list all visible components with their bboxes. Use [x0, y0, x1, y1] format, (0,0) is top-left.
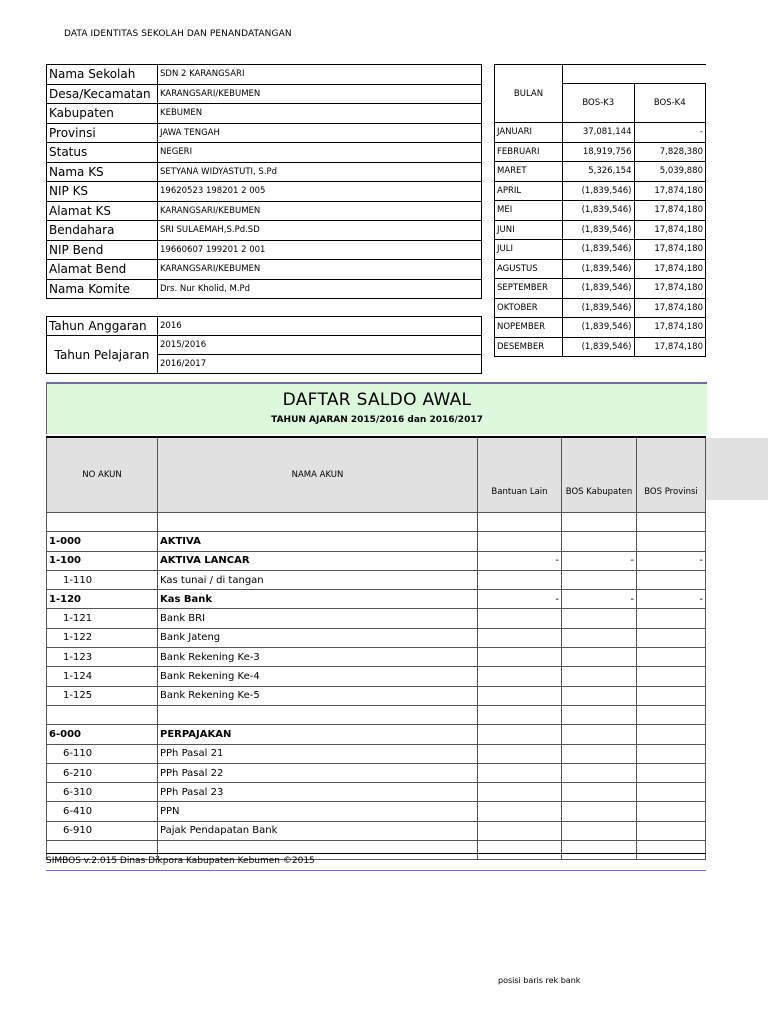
bos-k4-value[interactable]: 17,874,180 [634, 259, 706, 279]
account-number: 1-122 [47, 628, 158, 647]
bantuan-lain-value[interactable] [478, 802, 562, 821]
identity-row [47, 84, 482, 104]
saldo-row [47, 725, 706, 744]
bos-k4-value[interactable]: 17,874,180 [634, 240, 706, 260]
identity-value[interactable]: KARANGSARI/KEBUMEN [158, 260, 482, 280]
month-name: OKTOBER [495, 298, 563, 318]
bos-provinsi-value[interactable] [637, 686, 706, 705]
identity-label: Alamat Bend [47, 260, 158, 280]
account-name: PPh Pasal 23 [158, 783, 478, 802]
tahun-pelajaran-value-2[interactable]: 2016/2017 [158, 355, 482, 374]
account-number: 1-124 [47, 667, 158, 686]
identity-value[interactable]: 19620523 198201 2 005 [158, 182, 482, 202]
bos-provinsi-value[interactable] [637, 802, 706, 821]
bos-kabupaten-value[interactable] [562, 744, 637, 763]
account-number: 6-910 [47, 821, 158, 840]
bantuan-lain-value[interactable] [478, 821, 562, 840]
tahun-pelajaran-label: Tahun Pelajaran [47, 336, 158, 374]
bos-kabupaten-value[interactable] [562, 763, 637, 782]
month-name: NOPEMBER [495, 318, 563, 338]
bos-k4-value[interactable]: 17,874,180 [634, 298, 706, 318]
account-number: 1-125 [47, 686, 158, 705]
bantuan-lain-value[interactable]: - [478, 590, 562, 609]
bos-k4-value[interactable]: 17,874,180 [634, 201, 706, 221]
bos-kabupaten-value[interactable] [562, 513, 637, 532]
account-name [158, 513, 478, 532]
identity-row [47, 123, 482, 143]
months-table [494, 64, 706, 357]
bos-kabupaten-value[interactable]: - [562, 551, 637, 570]
account-name: Kas Bank [158, 590, 478, 609]
bos-kabupaten-value[interactable] [562, 570, 637, 589]
saldo-title: DAFTAR SALDO AWAL [282, 390, 472, 410]
bos-provinsi-value[interactable] [637, 532, 706, 551]
bantuan-lain-value[interactable]: - [478, 551, 562, 570]
month-row [495, 201, 706, 221]
no-akun-header: NO AKUN [47, 437, 158, 513]
account-number: 6-410 [47, 802, 158, 821]
saldo-row [47, 513, 706, 532]
month-name: JUNI [495, 220, 563, 240]
month-row [495, 259, 706, 279]
month-name: DESEMBER [495, 337, 563, 357]
bantuan-lain-value[interactable] [478, 628, 562, 647]
account-number: 1-000 [47, 532, 158, 551]
account-number [47, 513, 158, 532]
bos-kabupaten-value[interactable] [562, 648, 637, 667]
bos-kabupaten-value[interactable]: - [562, 590, 637, 609]
saldo-row [47, 686, 706, 705]
bos-kabupaten-value[interactable] [562, 821, 637, 840]
bantuan-lain-value[interactable] [478, 783, 562, 802]
bos-k3-value[interactable]: (1,839,546) [563, 337, 635, 357]
months-header-row [495, 65, 706, 84]
bos-k4-value[interactable]: 17,874,180 [634, 337, 706, 357]
account-number: 1-110 [47, 570, 158, 589]
identity-label: Nama KS [47, 162, 158, 182]
month-name: APRIL [495, 181, 563, 201]
identity-row [47, 240, 482, 260]
bos-k3-value[interactable]: (1,839,546) [563, 201, 635, 221]
account-name: Bank BRI [158, 609, 478, 628]
bos-provinsi-value[interactable] [637, 705, 706, 724]
bos-provinsi-value[interactable]: - [637, 551, 706, 570]
bos-provinsi-value[interactable] [637, 667, 706, 686]
bos-k3-value[interactable]: 5,326,154 [563, 162, 635, 182]
saldo-row [47, 570, 706, 589]
account-name: PPh Pasal 21 [158, 744, 478, 763]
saldo-row [47, 667, 706, 686]
account-name: Bank Jateng [158, 628, 478, 647]
bos-group-header [563, 65, 706, 84]
bantuan-lain-value[interactable] [478, 609, 562, 628]
account-number: 1-121 [47, 609, 158, 628]
identity-label: Kabupaten [47, 104, 158, 124]
bos-kabupaten-value[interactable] [562, 725, 637, 744]
bos-k3-value[interactable]: (1,839,546) [563, 259, 635, 279]
identity-row [47, 260, 482, 280]
identity-row [47, 65, 482, 85]
bos-k3-value[interactable]: (1,839,546) [563, 318, 635, 338]
saldo-row [47, 628, 706, 647]
bantuan-lain-value[interactable] [478, 686, 562, 705]
account-name: Bank Rekening Ke-5 [158, 686, 478, 705]
tahun-anggaran-row [47, 317, 482, 336]
account-name: AKTIVA LANCAR [158, 551, 478, 570]
saldo-table [46, 436, 706, 860]
bos-kabupaten-value[interactable] [562, 686, 637, 705]
account-number: 6-000 [47, 725, 158, 744]
identity-label: NIP Bend [47, 240, 158, 260]
saldo-row [47, 802, 706, 821]
bos-kabupaten-value[interactable] [562, 783, 637, 802]
saldo-row [47, 609, 706, 628]
bos-provinsi-value[interactable] [637, 609, 706, 628]
identity-label: Nama Komite [47, 279, 158, 299]
saldo-subtitle: TAHUN AJARAN 2015/2016 dan 2016/2017 [271, 415, 483, 425]
saldo-banner [46, 382, 707, 434]
account-name: PPh Pasal 22 [158, 763, 478, 782]
bos-kabupaten-value[interactable] [562, 705, 637, 724]
account-name: PERPAJAKAN [158, 725, 478, 744]
month-row [495, 240, 706, 260]
saldo-row [47, 532, 706, 551]
identity-row [47, 104, 482, 124]
identity-value[interactable]: KEBUMEN [158, 104, 482, 124]
tahun-anggaran-label: Tahun Anggaran [47, 317, 158, 336]
month-row [495, 220, 706, 240]
account-name: PPN [158, 802, 478, 821]
identity-value[interactable]: Drs. Nur Kholid, M.Pd [158, 279, 482, 299]
bos-k4-value[interactable]: - [634, 123, 706, 143]
identity-row [47, 143, 482, 163]
bulan-header: BULAN [495, 65, 563, 123]
month-row [495, 162, 706, 182]
identity-value[interactable]: NEGERI [158, 143, 482, 163]
month-name: JANUARI [495, 123, 563, 143]
account-number: 6-310 [47, 783, 158, 802]
bantuan-lain-value[interactable] [478, 744, 562, 763]
bos-k4-value[interactable]: 17,874,180 [634, 181, 706, 201]
footer-text: SIMBOS v.2.015 Dinas Dikpora Kabupaten Kebumen ©2015 [46, 853, 706, 866]
account-number: 1-100 [47, 551, 158, 570]
bos-provinsi-value[interactable] [637, 628, 706, 647]
bos-provinsi-header: BOS Provinsi [637, 437, 706, 513]
note-text: posisi baris rek bank [498, 976, 581, 985]
identity-label: Desa/Kecamatan [47, 84, 158, 104]
tahun-pelajaran-value-1[interactable]: 2015/2016 [158, 336, 482, 355]
account-name: Pajak Pendapatan Bank [158, 821, 478, 840]
month-name: JULI [495, 240, 563, 260]
bos-k3-value[interactable]: (1,839,546) [563, 298, 635, 318]
tahun-anggaran-value[interactable]: 2016 [158, 317, 482, 336]
bos-k3-value[interactable]: (1,839,546) [563, 279, 635, 299]
saldo-header-row [47, 437, 706, 513]
identity-row [47, 162, 482, 182]
bos-kabupaten-value[interactable] [562, 532, 637, 551]
bos-provinsi-value[interactable] [637, 763, 706, 782]
year-table [46, 316, 482, 374]
saldo-row [47, 783, 706, 802]
page-heading: DATA IDENTITAS SEKOLAH DAN PENANDATANGAN [64, 29, 292, 39]
month-name: FEBRUARI [495, 142, 563, 162]
bantuan-lain-value[interactable] [478, 532, 562, 551]
bos-k3-value[interactable]: 37,081,144 [563, 123, 635, 143]
bos-kabupaten-value[interactable] [562, 667, 637, 686]
bos-provinsi-value[interactable] [637, 648, 706, 667]
account-number: 6-210 [47, 763, 158, 782]
account-number: 6-110 [47, 744, 158, 763]
saldo-row [47, 551, 706, 570]
nama-akun-header: NAMA AKUN [158, 437, 478, 513]
bos-k4-value[interactable]: 17,874,180 [634, 318, 706, 338]
identity-value[interactable]: SRI SULAEMAH,S.Pd.SD [158, 221, 482, 241]
bos-kabupaten-value[interactable] [562, 802, 637, 821]
identity-row [47, 279, 482, 299]
account-name [158, 705, 478, 724]
identity-row [47, 221, 482, 241]
bos-k3-header: BOS-K3 [563, 84, 635, 123]
account-name: Bank Rekening Ke-3 [158, 648, 478, 667]
bos-k4-value[interactable]: 7,828,380 [634, 142, 706, 162]
saldo-row [47, 763, 706, 782]
identity-value[interactable]: KARANGSARI/KEBUMEN [158, 201, 482, 221]
account-name: Kas tunai / di tangan [158, 570, 478, 589]
identity-value[interactable]: SETYANA WIDYASTUTI, S.Pd [158, 162, 482, 182]
month-row [495, 318, 706, 338]
account-name: Bank Rekening Ke-4 [158, 667, 478, 686]
bos-k3-value[interactable]: (1,839,546) [563, 181, 635, 201]
saldo-row [47, 590, 706, 609]
identity-row [47, 182, 482, 202]
bantuan-lain-value[interactable] [478, 648, 562, 667]
header-extension [706, 438, 768, 500]
bos-k3-value[interactable]: 18,919,756 [563, 142, 635, 162]
month-row [495, 298, 706, 318]
month-name: MARET [495, 162, 563, 182]
bantuan-lain-value[interactable] [478, 763, 562, 782]
bos-provinsi-value[interactable]: - [637, 590, 706, 609]
identity-value[interactable]: 19660607 199201 2 001 [158, 240, 482, 260]
bos-provinsi-value[interactable] [637, 513, 706, 532]
bantuan-lain-value[interactable] [478, 513, 562, 532]
account-number: 1-120 [47, 590, 158, 609]
tahun-pelajaran-row [47, 336, 482, 355]
month-name: SEPTEMBER [495, 279, 563, 299]
month-row [495, 181, 706, 201]
footer-divider [46, 870, 706, 871]
month-row [495, 142, 706, 162]
bantuan-lain-value[interactable] [478, 570, 562, 589]
identity-row [47, 201, 482, 221]
month-row [495, 123, 706, 143]
identity-label: Provinsi [47, 123, 158, 143]
bos-provinsi-value[interactable] [637, 725, 706, 744]
month-name: AGUSTUS [495, 259, 563, 279]
identity-label: Bendahara [47, 221, 158, 241]
identity-label: Nama Sekolah [47, 65, 158, 85]
saldo-row [47, 705, 706, 724]
month-row [495, 279, 706, 299]
bos-k3-value[interactable]: (1,839,546) [563, 240, 635, 260]
bos-k4-value[interactable]: 5,039,880 [634, 162, 706, 182]
account-number: 1-123 [47, 648, 158, 667]
saldo-row [47, 821, 706, 840]
identity-label: Status [47, 143, 158, 163]
bos-k3-value[interactable]: (1,839,546) [563, 220, 635, 240]
bos-provinsi-value[interactable] [637, 744, 706, 763]
bantuan-lain-header: Bantuan Lain [478, 437, 562, 513]
bos-provinsi-value[interactable] [637, 821, 706, 840]
bantuan-lain-value[interactable] [478, 667, 562, 686]
month-row [495, 337, 706, 357]
account-number [47, 705, 158, 724]
identity-value[interactable]: SDN 2 KARANGSARI [158, 65, 482, 85]
account-name: AKTIVA [158, 532, 478, 551]
identity-label: NIP KS [47, 182, 158, 202]
bantuan-lain-value[interactable] [478, 705, 562, 724]
bos-provinsi-value[interactable] [637, 783, 706, 802]
bos-k4-value[interactable]: 17,874,180 [634, 220, 706, 240]
bos-kabupaten-value[interactable] [562, 628, 637, 647]
identity-value[interactable]: JAWA TENGAH [158, 123, 482, 143]
saldo-row [47, 744, 706, 763]
bos-k4-value[interactable]: 17,874,180 [634, 279, 706, 299]
bos-kabupaten-header: BOS Kabupaten [562, 437, 637, 513]
month-name: MEI [495, 201, 563, 221]
bos-k4-header: BOS-K4 [634, 84, 706, 123]
bos-provinsi-value[interactable] [637, 570, 706, 589]
bantuan-lain-value[interactable] [478, 725, 562, 744]
identity-value[interactable]: KARANGSARI/KEBUMEN [158, 84, 482, 104]
saldo-row [47, 648, 706, 667]
bos-kabupaten-value[interactable] [562, 609, 637, 628]
identity-table [46, 64, 482, 299]
identity-label: Alamat KS [47, 201, 158, 221]
